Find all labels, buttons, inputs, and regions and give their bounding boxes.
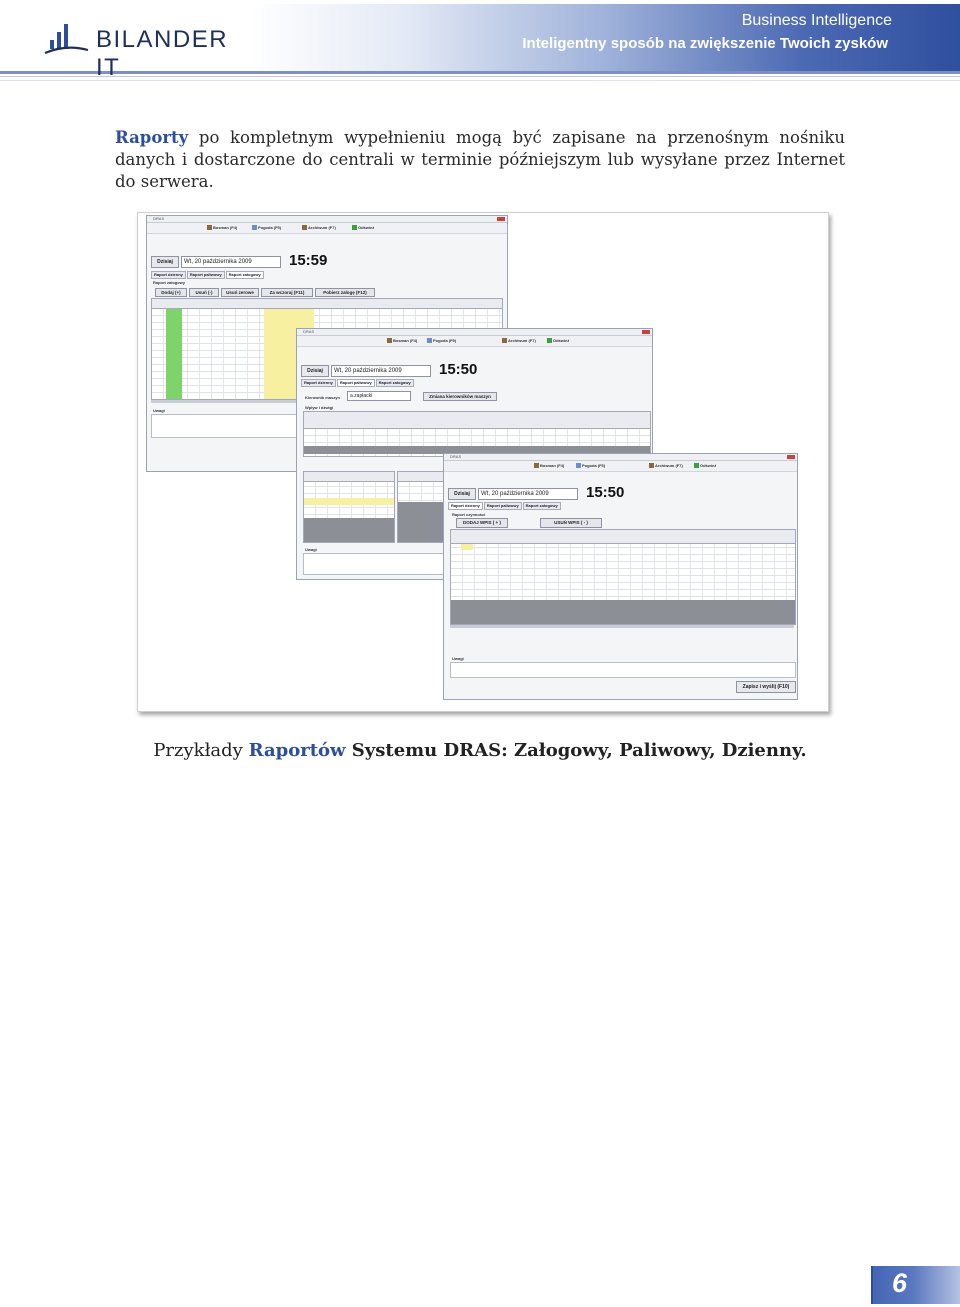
caption-rest: Systemu DRAS: Załogowy, Paliwowy, Dzienny. — [345, 740, 807, 761]
section-label: Wpływ i dźwigi — [305, 405, 334, 410]
caption-prefix: Przykłady — [153, 740, 249, 761]
table-header — [304, 412, 650, 429]
paragraph-text: po kompletnym wypełnieniu mogą być zapisane na przenośnym nośniku danych i dostarczone do centrali w terminie późniejszym lub wysyłane przez Internet do serwera. — [115, 127, 845, 191]
window-toolbar: Bosman (F4) Pogoda (F5) Archiwum (F7) Odśwież — [444, 461, 797, 472]
header-subtitle: Inteligentny sposób na zwiększenie Twoich zysków — [522, 35, 888, 52]
paragraph-highlight: Raporty — [115, 127, 189, 147]
captain-icon[interactable] — [502, 338, 507, 343]
close-icon[interactable] — [787, 455, 795, 459]
tab-fuel[interactable]: Raport paliwowy — [187, 271, 225, 279]
daily-activities-table — [450, 529, 796, 625]
refresh-icon[interactable] — [694, 463, 699, 468]
yesterday-button[interactable]: Za wczoraj (F11) — [261, 288, 313, 297]
header-title: Business Intelligence — [741, 12, 892, 29]
add-button[interactable]: Dodaj (+) — [155, 288, 187, 297]
tab-crew[interactable]: Raport załogowy — [523, 502, 561, 510]
reports-screenshot-figure — [137, 212, 829, 712]
change-drivers-button[interactable]: Zmiana kierowników maszyn — [423, 392, 497, 401]
fetch-crew-button[interactable]: Pobierz załogę (F12) — [315, 288, 375, 297]
window-titlebar: DRAS — [297, 329, 652, 336]
company-logo — [44, 20, 254, 81]
clock: 15:50 — [586, 484, 625, 501]
date-field[interactable]: Wt, 20 października 2009 — [331, 365, 431, 377]
logo-bars-icon — [44, 20, 90, 56]
weather-icon[interactable] — [252, 225, 257, 230]
window-toolbar: Bosman (F4) Pogoda (F5) Archiwum (F7) Odśwież — [297, 336, 652, 347]
driver-label: Kierownik maszyn — [305, 395, 340, 400]
report-tabs — [151, 271, 265, 278]
save-and-send-button[interactable]: Zapisz i wyślij (F10) — [736, 681, 796, 693]
user-icon[interactable] — [207, 225, 212, 230]
window-toolbar: Bosman (F4) Pogoda (F5) Archiwum (F7) Odśwież — [147, 223, 507, 234]
intro-paragraph — [115, 127, 845, 193]
selected-row[interactable] — [304, 498, 394, 505]
date-field[interactable]: Wt, 20 października 2009 — [181, 256, 281, 268]
add-entry-button[interactable]: DODAJ WPIS ( + ) — [456, 518, 508, 528]
close-icon[interactable] — [642, 330, 650, 334]
tab-fuel[interactable]: Raport paliwowy — [484, 502, 522, 510]
page-header — [0, 0, 960, 86]
table-column-highlight — [166, 309, 182, 399]
logo-text: BILANDER IT — [96, 26, 229, 81]
weather-icon[interactable] — [576, 463, 581, 468]
captain-icon[interactable] — [649, 463, 654, 468]
page-number-tab — [871, 1266, 960, 1304]
report-tabs — [301, 379, 415, 386]
tab-crew[interactable]: Raport załogowy — [376, 379, 414, 387]
remove-zero-button[interactable]: Usuń zerowe — [221, 288, 259, 297]
tab-daily[interactable]: Raport dzienny — [151, 271, 186, 279]
horizontal-scrollbar[interactable] — [450, 625, 794, 628]
user-icon[interactable] — [387, 338, 392, 343]
notes-label: Uwagi — [452, 656, 464, 661]
section-label: Raport załogowy — [153, 280, 186, 285]
tab-daily[interactable]: Raport dzienny — [301, 379, 336, 387]
selected-cell[interactable] — [461, 544, 473, 550]
driver-field[interactable]: a.zapłacki — [347, 391, 411, 401]
products-table — [303, 471, 395, 543]
table-empty-area — [304, 518, 394, 542]
clock: 15:59 — [289, 252, 328, 269]
tab-daily[interactable]: Raport dzienny — [448, 502, 483, 510]
tab-fuel[interactable]: Raport paliwowy — [337, 379, 375, 387]
refresh-icon[interactable] — [547, 338, 552, 343]
page-number: 6 — [892, 1268, 908, 1298]
weather-icon[interactable] — [427, 338, 432, 343]
today-button[interactable]: Dzisiaj — [301, 365, 329, 377]
figure-caption — [0, 740, 960, 761]
user-icon[interactable] — [534, 463, 539, 468]
caption-highlight: Raportów — [248, 740, 346, 761]
table-header — [304, 472, 394, 482]
fuel-table — [303, 411, 651, 457]
today-button[interactable]: Dzisiaj — [448, 488, 476, 500]
remove-button[interactable]: Usuń (-) — [189, 288, 219, 297]
window-titlebar: DRAS — [147, 216, 507, 223]
close-icon[interactable] — [497, 217, 505, 221]
table-header — [451, 530, 795, 544]
notes-label: Uwagi — [153, 408, 165, 413]
date-field[interactable]: Wt, 20 października 2009 — [478, 488, 578, 500]
captain-icon[interactable] — [302, 225, 307, 230]
refresh-icon[interactable] — [352, 225, 357, 230]
report-window-daily — [443, 453, 798, 700]
notes-box[interactable] — [450, 662, 796, 678]
notes-label: Uwagi — [305, 547, 317, 552]
section-label: Raport czynności — [452, 512, 486, 517]
today-button[interactable]: Dzisiaj — [151, 256, 179, 268]
remove-entry-button[interactable]: USUŃ WPIS ( - ) — [540, 518, 602, 528]
table-header — [152, 299, 502, 309]
table-empty-area — [451, 600, 795, 624]
report-tabs — [448, 502, 562, 509]
clock: 15:50 — [439, 361, 478, 378]
window-titlebar: DRAS — [444, 454, 797, 461]
tab-crew[interactable]: Raport załogowy — [226, 271, 264, 279]
